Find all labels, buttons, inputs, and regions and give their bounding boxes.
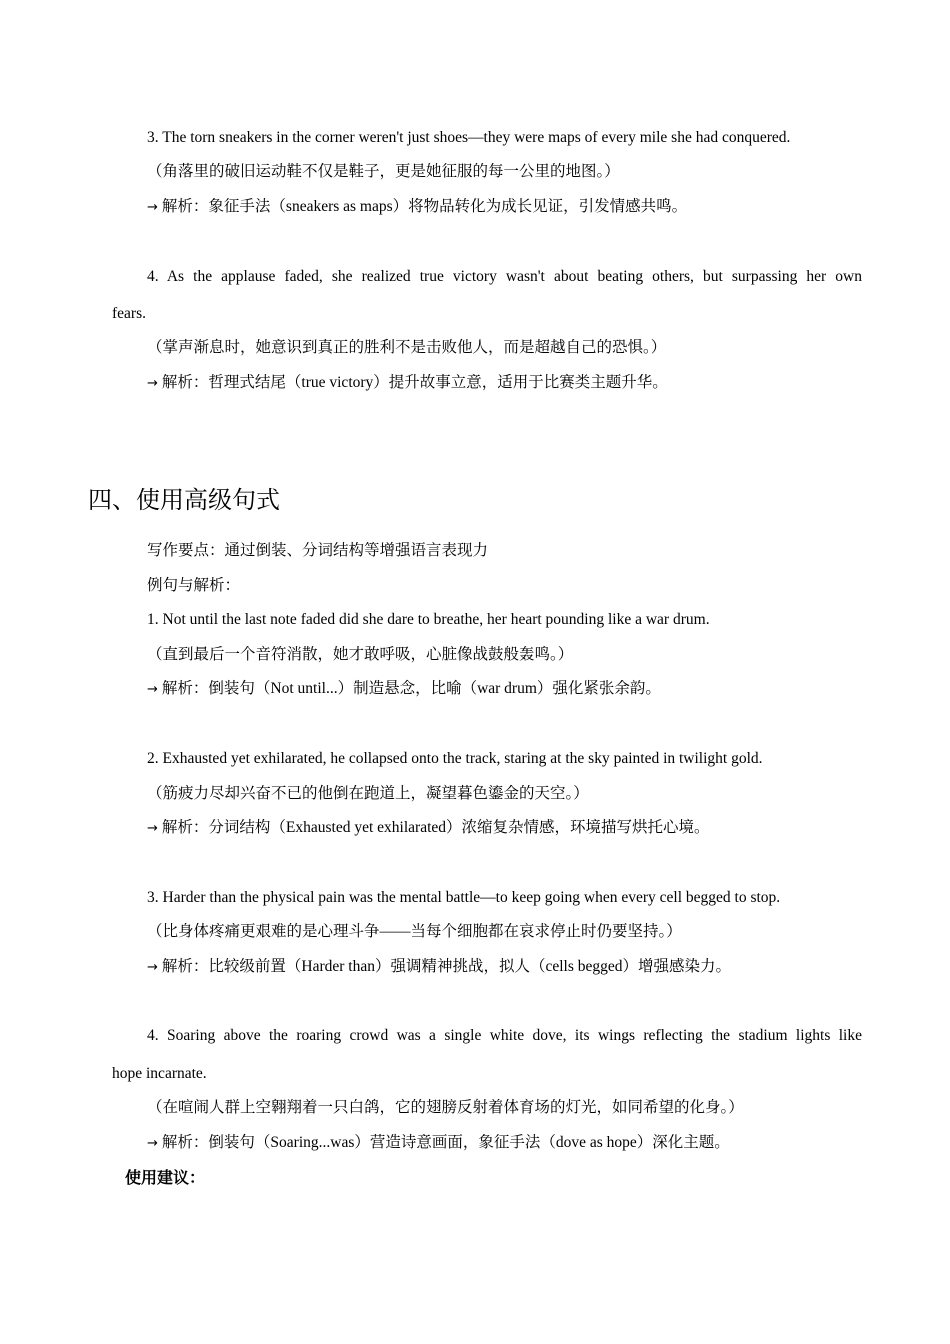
example-analysis — [147, 679, 661, 700]
example-sentence-continuation: hope incarnate. — [112, 1065, 207, 1082]
example-analysis — [147, 957, 731, 978]
example-analysis — [147, 818, 710, 839]
example-sentence: 3. Harder than the physical pain was the mental battle—to keep going when every cell begged to stop. — [147, 889, 781, 906]
example-sentence: 4. Soaring above the roaring crowd was a single white dove, its wings reflecting the stadium lights like — [147, 1027, 862, 1044]
section-heading: 四、使用高级句式 — [88, 486, 280, 514]
analysis-text: 解析：比较级前置（Harder than）强调精神挑战，拟人（cells begged）增强感染力。 — [161, 958, 732, 975]
arrow-right-icon: → — [147, 200, 158, 215]
key-point: 写作要点：通过倒装、分词结构等增强语言表现力 — [147, 542, 489, 559]
example-sentence: 3. The torn sneakers in the corner weren't just shoes—they were maps of every mile she had conquered. — [147, 129, 791, 146]
example-sentence-continuation: fears. — [112, 305, 146, 322]
usage-tips-label: 使用建议： — [125, 1168, 206, 1187]
example-sentence: 4. As the applause faded, she realized true victory wasn't about beating others, but surpassing her own — [147, 268, 862, 285]
example-analysis — [147, 197, 687, 218]
example-translation: （筋疲力尽却兴奋不已的他倒在跑道上，凝望暮色鎏金的天空。） — [147, 785, 589, 802]
analysis-text: 解析：分词结构（Exhausted yet exhilarated）浓缩复杂情感，环境描写烘托心境。 — [161, 819, 710, 836]
example-translation: （掌声渐息时，她意识到真正的胜利不是击败他人，而是超越自己的恐惧。） — [147, 339, 667, 356]
example-translation: （角落里的破旧运动鞋不仅是鞋子，更是她征服的每一公里的地图。） — [147, 163, 620, 180]
example-translation: （在喧闹人群上空翱翔着一只白鸽，它的翅膀反射着体育场的灯光，如同希望的化身。） — [147, 1099, 744, 1116]
analysis-text: 解析：象征手法（sneakers as maps）将物品转化为成长见证，引发情感共鸣。 — [161, 198, 688, 215]
analysis-text: 解析：倒装句（Soaring...was）营造诗意画面，象征手法（dove as hope）深化主题。 — [161, 1134, 730, 1151]
examples-label: 例句与解析： — [147, 577, 241, 594]
example-analysis — [147, 1133, 730, 1154]
arrow-right-icon: → — [147, 821, 158, 836]
example-sentence: 1. Not until the last note faded did she dare to breathe, her heart pounding like a war drum. — [147, 611, 710, 628]
arrow-right-icon: → — [147, 376, 158, 391]
example-analysis — [147, 373, 668, 394]
example-translation: （直到最后一个音符消散，她才敢呼吸，心脏像战鼓般轰鸣。） — [147, 646, 574, 663]
example-translation: （比身体疼痛更艰难的是心理斗争——当每个细胞都在哀求停止时仍要坚持。） — [147, 923, 682, 940]
arrow-right-icon: → — [147, 1136, 158, 1151]
arrow-right-icon: → — [147, 960, 158, 975]
arrow-right-icon: → — [147, 682, 158, 697]
example-sentence: 2. Exhausted yet exhilarated, he collapsed onto the track, staring at the sky painted in twilight gold. — [147, 750, 763, 767]
analysis-text: 解析：倒装句（Not until...）制造悬念，比喻（war drum）强化紧张余韵。 — [161, 680, 661, 697]
analysis-text: 解析：哲理式结尾（true victory）提升故事立意，适用于比赛类主题升华。 — [161, 374, 668, 391]
